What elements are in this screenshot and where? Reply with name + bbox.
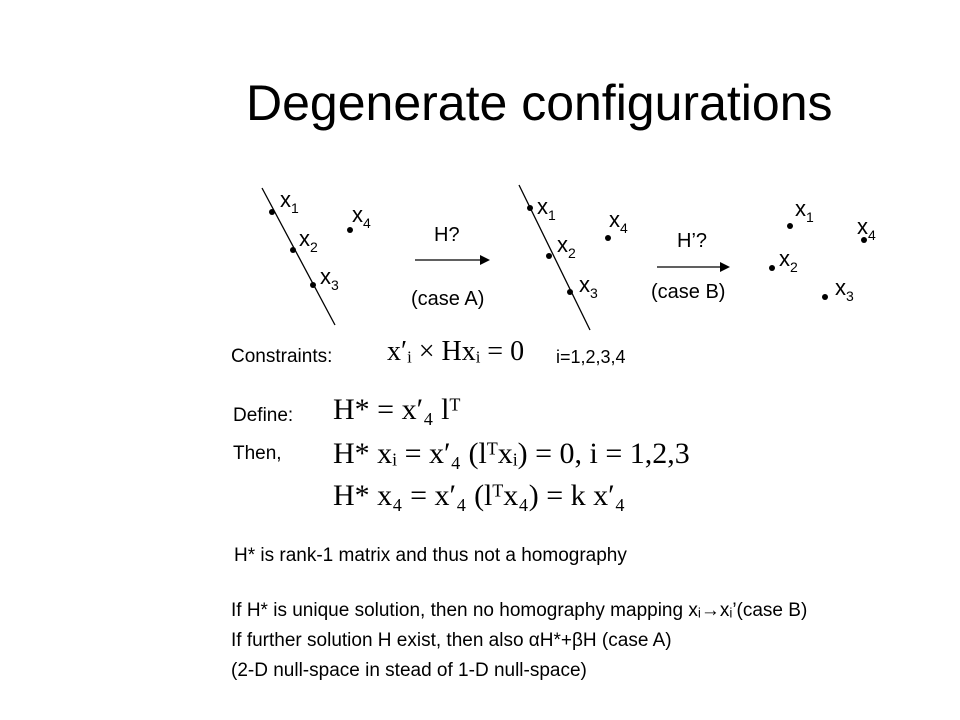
constraints-formula: x′ᵢ × Hxᵢ = 0 xyxy=(387,336,525,367)
label-x2: $x_2$ xyxy=(299,226,318,256)
arrow-b-label: H’? xyxy=(677,230,708,252)
point-x4 xyxy=(605,235,611,241)
point-x1 xyxy=(787,223,793,229)
define-label: Define: xyxy=(233,405,294,426)
label-x1: $x_1$ xyxy=(537,194,556,224)
then-formula-1: H* xᵢ = x′₄ (lᵀxᵢ) = 0, i = 1,2,3 xyxy=(333,437,690,470)
then-label: Then, xyxy=(233,443,282,464)
point-x2 xyxy=(546,253,552,259)
label-x3: $x_3$ xyxy=(320,264,339,294)
then-formula-2: H* x₄ = x′₄ (lᵀx₄) = k x′₄ xyxy=(333,479,626,512)
arrow-b-head xyxy=(720,262,730,272)
point-x2 xyxy=(290,247,296,253)
point-x3 xyxy=(567,289,573,295)
label-x2: $x_2$ xyxy=(557,232,576,262)
statement-line-3: (2-D null-space in stead of 1-D null-space) xyxy=(231,660,587,681)
label-x3: $x_3$ xyxy=(835,275,854,305)
constraints-index: i=1,2,3,4 xyxy=(556,347,626,367)
label-x4: $x_4$ xyxy=(609,207,628,237)
point-x3 xyxy=(310,282,316,288)
label-x2: $x_2$ xyxy=(779,246,798,276)
label-x4: $x_4$ xyxy=(857,214,876,244)
label-x3: $x_3$ xyxy=(579,272,598,302)
arrow-a-label: H? xyxy=(434,224,460,246)
arrow-b-case: (case B) xyxy=(651,281,726,303)
rank-statement: H* is rank-1 matrix and thus not a homography xyxy=(234,545,627,566)
statement-line-1: If H* is unique solution, then no homography mapping xᵢ→xᵢ’(case B) xyxy=(231,600,808,621)
point-x2 xyxy=(769,265,775,271)
constraints-label: Constraints: xyxy=(231,346,333,367)
label-x1: $x_1$ xyxy=(280,187,299,217)
label-x4: $x_4$ xyxy=(352,202,371,232)
page-title: Degenerate configurations xyxy=(246,75,833,131)
arrow-a-case: (case A) xyxy=(411,288,485,310)
label-x1: $x_1$ xyxy=(795,196,814,226)
statement-line-2: If further solution H exist, then also αH*+βH (case A) xyxy=(231,630,672,651)
point-x1 xyxy=(527,205,533,211)
point-x3 xyxy=(822,294,828,300)
arrow-a-head xyxy=(480,255,490,265)
define-formula: H* = x′₄ lᵀ xyxy=(333,393,461,426)
point-x1 xyxy=(269,209,275,215)
